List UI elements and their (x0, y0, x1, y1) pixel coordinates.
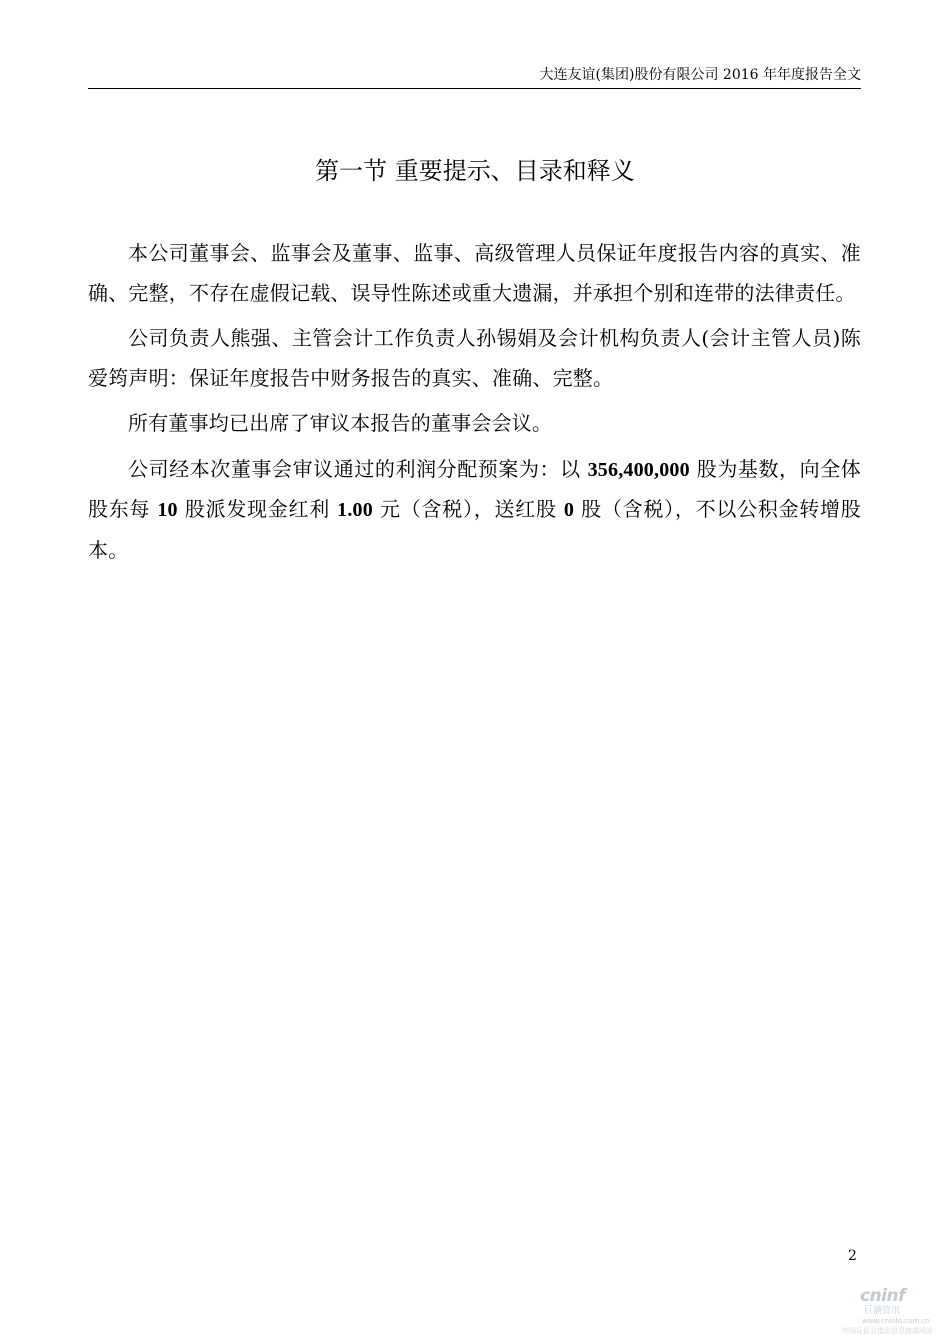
profit-text-2: 股为基数，向全体股东每 (88, 456, 861, 521)
profit-text-5: 股（含税），不以公积金转增股本。 (88, 497, 861, 562)
profit-text-4: 元（含税），送红股 (372, 497, 564, 521)
paragraph-profit-distribution (88, 450, 861, 571)
content-body (88, 234, 861, 576)
watermark-name: 巨潮资讯 (864, 1306, 901, 1316)
section-title: 第一节 重要提示、目录和释义 (315, 157, 635, 185)
watermark-url: www.cninfo.com.cn (862, 1317, 930, 1325)
bonus-shares-value: 0 (563, 499, 575, 521)
page-number: 2 (848, 1248, 857, 1264)
cash-dividend-value: 1.00 (337, 499, 373, 521)
paragraph-financial-declaration: 公司负责人熊强、主管会计工作负责人孙锡娟及会计机构负责人(会计主管人员)陈爱筠声明：保证年度报告中财务报告的真实、准确、完整。 (88, 326, 861, 390)
header-title: 大连友谊(集团)股份有限公司 2016 年年度报告全文 (539, 67, 861, 83)
profit-text-3: 股派发现金红利 (177, 497, 338, 521)
share-base-value: 356,400,000 (587, 458, 690, 481)
paragraph-board-attendance: 所有董事均已出席了审议本报告的董事会会议。 (128, 411, 553, 435)
per-shares-value: 10 (157, 499, 178, 521)
watermark-tagline: 中国证监会指定信息披露网站 (842, 1327, 933, 1335)
paragraph-responsibility-statement: 本公司董事会、监事会及董事、监事、高级管理人员保证年度报告内容的真实、准确、完整，不存在虚假记载、误导性陈述或重大遗漏，并承担个别和连带的法律责任。 (88, 241, 861, 305)
cninfo-watermark (838, 1286, 938, 1338)
page-header (88, 64, 861, 89)
watermark-logo: cninf (860, 1286, 906, 1306)
profit-text-1: 公司经本次董事会审议通过的利润分配预案为：以 (128, 456, 588, 481)
